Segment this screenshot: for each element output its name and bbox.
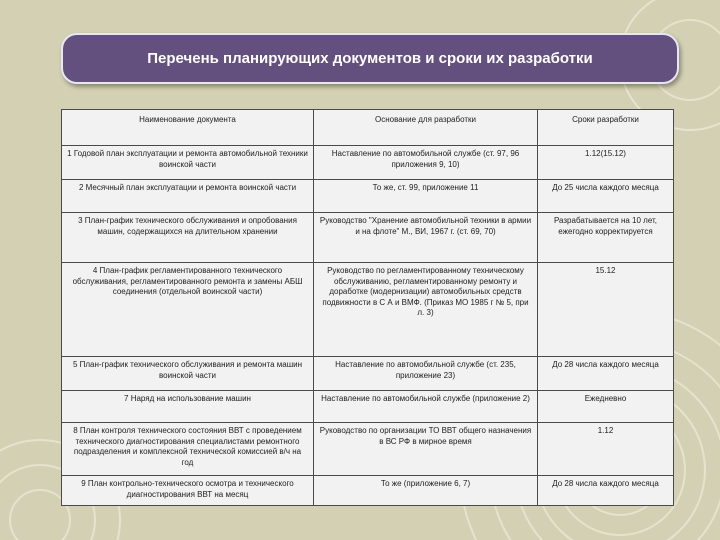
table-row	[62, 423, 674, 476]
slide-title	[61, 33, 679, 84]
cell-basis: Руководство по регламентированному техническому обслуживанию, регламентированному ремонту и доработке (модернизации) автомобильных средств подвижности в С А и ВМФ. (Приказ МО 1985 г № 5, при л. 3)	[314, 263, 538, 357]
cell-basis: То же, ст. 99, приложение 11	[314, 180, 538, 213]
cell-deadline: 1.12(15.12)	[538, 146, 674, 180]
header-basis: Основание для разработки	[314, 110, 538, 146]
table-row	[62, 476, 674, 506]
cell-deadline: До 25 числа каждого месяца	[538, 180, 674, 213]
cell-document: 3 План-график технического обслуживания и опробования машин, содержащихся на длительном хранении	[62, 213, 314, 263]
table-row	[62, 146, 674, 180]
table-row	[62, 263, 674, 357]
cell-document: 1 Годовой план эксплуатации и ремонта автомобильной техники воинской части	[62, 146, 314, 180]
cell-document: 4 План-график регламентированного технического обслуживания, регламентированного ремонта и замены АБШ соединения (отдельной воинской части)	[62, 263, 314, 357]
cell-deadline: 15.12	[538, 263, 674, 357]
table-header-row	[62, 110, 674, 146]
cell-basis: Наставление по автомобильной службе (приложение 2)	[314, 391, 538, 423]
cell-deadline: Разрабатывается на 10 лет, ежегодно корректируется	[538, 213, 674, 263]
cell-deadline: До 28 числа каждого месяца	[538, 357, 674, 391]
header-document-name: Наименование документа	[62, 110, 314, 146]
cell-document: 9 План контрольно-технического осмотра и технического диагностирования ВВТ на месяц	[62, 476, 314, 506]
header-deadline: Сроки разработки	[538, 110, 674, 146]
table-row	[62, 391, 674, 423]
cell-deadline: До 28 числа каждого месяца	[538, 476, 674, 506]
cell-basis: Руководство "Хранение автомобильной техники в армии и на флоте" М., ВИ, 1967 г. (ст. 69, 70)	[314, 213, 538, 263]
cell-document: 8 План контроля технического состояния ВВТ с проведением технического диагностирования специалистами ремонтного подразделения и комплексной технической комиссией в/ч на год	[62, 423, 314, 476]
cell-basis: Наставление по автомобильной службе (ст. 235, приложение 23)	[314, 357, 538, 391]
slide-title-text: Перечень планирующих документов и сроки их разработки	[147, 50, 593, 67]
cell-deadline: Ежедневно	[538, 391, 674, 423]
cell-document: 7 Наряд на использование машин	[62, 391, 314, 423]
cell-document: 5 План-график технического обслуживания и ремонта машин воинской части	[62, 357, 314, 391]
cell-document: 2 Месячный план эксплуатации и ремонта воинской части	[62, 180, 314, 213]
table-row	[62, 213, 674, 263]
documents-table	[61, 109, 674, 506]
cell-deadline: 1.12	[538, 423, 674, 476]
cell-basis: То же (приложение 6, 7)	[314, 476, 538, 506]
cell-basis: Наставление по автомобильной службе (ст. 97, 96 приложения 9, 10)	[314, 146, 538, 180]
cell-basis: Руководство по организации ТО ВВТ общего назначения в ВС РФ в мирное время	[314, 423, 538, 476]
table-row	[62, 357, 674, 391]
table-row	[62, 180, 674, 213]
